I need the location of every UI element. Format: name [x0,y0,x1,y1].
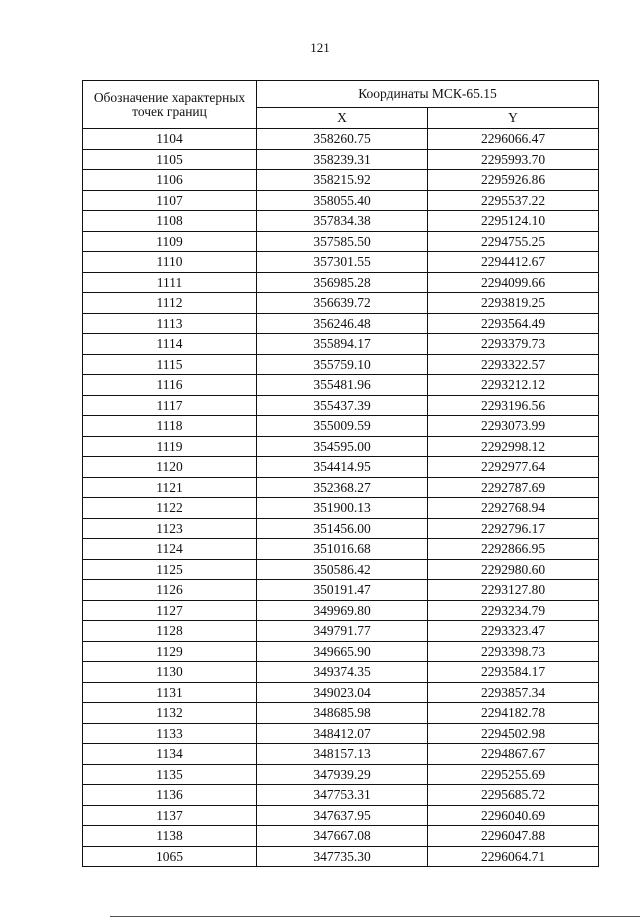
point-cell: 1107 [83,190,257,211]
y-cell: 2292866.95 [428,539,599,560]
y-cell: 2293234.79 [428,600,599,621]
y-cell: 2293127.80 [428,580,599,601]
header-row-1 [83,81,599,108]
y-cell: 2295926.86 [428,170,599,191]
x-cell: 355481.96 [257,375,428,396]
point-cell: 1114 [83,334,257,355]
x-cell: 351016.68 [257,539,428,560]
x-cell: 356985.28 [257,272,428,293]
x-cell: 355759.10 [257,354,428,375]
table-row [83,354,599,375]
table-row [83,313,599,334]
header-x: X [257,108,428,129]
x-cell: 355437.39 [257,395,428,416]
point-cell: 1126 [83,580,257,601]
table-row [83,600,599,621]
x-cell: 350191.47 [257,580,428,601]
table-row [83,826,599,847]
point-cell: 1125 [83,559,257,580]
y-cell: 2292980.60 [428,559,599,580]
table-row [83,231,599,252]
x-cell: 349374.35 [257,662,428,683]
table-row [83,190,599,211]
y-cell: 2295255.69 [428,764,599,785]
point-cell: 1104 [83,129,257,150]
x-cell: 357301.55 [257,252,428,273]
point-cell: 1138 [83,826,257,847]
table-row [83,170,599,191]
x-cell: 348157.13 [257,744,428,765]
point-cell: 1108 [83,211,257,232]
y-cell: 2292998.12 [428,436,599,457]
page-edge-line [110,916,640,917]
point-cell: 1111 [83,272,257,293]
table-row [83,375,599,396]
table-row [83,252,599,273]
header-coordinates: Координаты МСК-65.15 [257,81,599,108]
y-cell: 2292977.64 [428,457,599,478]
table-row [83,457,599,478]
table-row [83,395,599,416]
point-cell: 1132 [83,703,257,724]
x-cell: 354414.95 [257,457,428,478]
y-cell: 2293212.12 [428,375,599,396]
point-cell: 1127 [83,600,257,621]
x-cell: 358215.92 [257,170,428,191]
x-cell: 356639.72 [257,293,428,314]
y-cell: 2295124.10 [428,211,599,232]
y-cell: 2292787.69 [428,477,599,498]
table-row [83,334,599,355]
coordinates-table [82,80,599,867]
point-cell: 1123 [83,518,257,539]
table-row [83,764,599,785]
table-row [83,211,599,232]
y-cell: 2295685.72 [428,785,599,806]
y-cell: 2293584.17 [428,662,599,683]
point-cell: 1065 [83,846,257,867]
table-row [83,805,599,826]
x-cell: 348412.07 [257,723,428,744]
y-cell: 2293564.49 [428,313,599,334]
point-cell: 1130 [83,662,257,683]
x-cell: 351456.00 [257,518,428,539]
x-cell: 351900.13 [257,498,428,519]
table-row [83,580,599,601]
point-cell: 1134 [83,744,257,765]
y-cell: 2293196.56 [428,395,599,416]
y-cell: 2296066.47 [428,129,599,150]
table-row [83,272,599,293]
point-cell: 1116 [83,375,257,396]
point-cell: 1105 [83,149,257,170]
y-cell: 2294755.25 [428,231,599,252]
x-cell: 356246.48 [257,313,428,334]
x-cell: 358260.75 [257,129,428,150]
table-row [83,518,599,539]
point-cell: 1109 [83,231,257,252]
table-row [83,744,599,765]
y-cell: 2296064.71 [428,846,599,867]
page-number: 121 [310,40,330,55]
table-row [83,662,599,683]
table-row [83,416,599,437]
y-cell: 2294182.78 [428,703,599,724]
table-row [83,129,599,150]
table-row [83,621,599,642]
x-cell: 352368.27 [257,477,428,498]
point-cell: 1112 [83,293,257,314]
table-row [83,498,599,519]
x-cell: 354595.00 [257,436,428,457]
header-points: Обозначение характерных точек границ [83,81,257,129]
x-cell: 347753.31 [257,785,428,806]
y-cell: 2293857.34 [428,682,599,703]
y-cell: 2293323.47 [428,621,599,642]
header-y: Y [428,108,599,129]
x-cell: 347735.30 [257,846,428,867]
y-cell: 2293073.99 [428,416,599,437]
y-cell: 2295993.70 [428,149,599,170]
point-cell: 1133 [83,723,257,744]
x-cell: 347667.08 [257,826,428,847]
point-cell: 1106 [83,170,257,191]
point-cell: 1117 [83,395,257,416]
point-cell: 1131 [83,682,257,703]
point-cell: 1128 [83,621,257,642]
table-header [83,81,599,129]
x-cell: 347939.29 [257,764,428,785]
point-cell: 1122 [83,498,257,519]
table-row [83,293,599,314]
x-cell: 357585.50 [257,231,428,252]
x-cell: 349023.04 [257,682,428,703]
y-cell: 2293819.25 [428,293,599,314]
x-cell: 355009.59 [257,416,428,437]
x-cell: 347637.95 [257,805,428,826]
x-cell: 358239.31 [257,149,428,170]
table-row [83,641,599,662]
y-cell: 2294099.66 [428,272,599,293]
x-cell: 357834.38 [257,211,428,232]
point-cell: 1119 [83,436,257,457]
table-row [83,846,599,867]
y-cell: 2294867.67 [428,744,599,765]
x-cell: 349791.77 [257,621,428,642]
table-row [83,477,599,498]
point-cell: 1135 [83,764,257,785]
y-cell: 2293398.73 [428,641,599,662]
x-cell: 349665.90 [257,641,428,662]
point-cell: 1113 [83,313,257,334]
y-cell: 2294502.98 [428,723,599,744]
table-row [83,785,599,806]
table-row [83,682,599,703]
point-cell: 1137 [83,805,257,826]
point-cell: 1129 [83,641,257,662]
table-body [83,129,599,867]
table-row [83,703,599,724]
x-cell: 349969.80 [257,600,428,621]
table-row [83,149,599,170]
point-cell: 1121 [83,477,257,498]
y-cell: 2293379.73 [428,334,599,355]
y-cell: 2294412.67 [428,252,599,273]
y-cell: 2296047.88 [428,826,599,847]
point-cell: 1110 [83,252,257,273]
x-cell: 355894.17 [257,334,428,355]
table-row [83,539,599,560]
x-cell: 348685.98 [257,703,428,724]
y-cell: 2292796.17 [428,518,599,539]
y-cell: 2293322.57 [428,354,599,375]
y-cell: 2296040.69 [428,805,599,826]
point-cell: 1124 [83,539,257,560]
point-cell: 1136 [83,785,257,806]
x-cell: 358055.40 [257,190,428,211]
point-cell: 1120 [83,457,257,478]
point-cell: 1115 [83,354,257,375]
table-row [83,436,599,457]
point-cell: 1118 [83,416,257,437]
y-cell: 2295537.22 [428,190,599,211]
table-row [83,559,599,580]
x-cell: 350586.42 [257,559,428,580]
table-row [83,723,599,744]
y-cell: 2292768.94 [428,498,599,519]
